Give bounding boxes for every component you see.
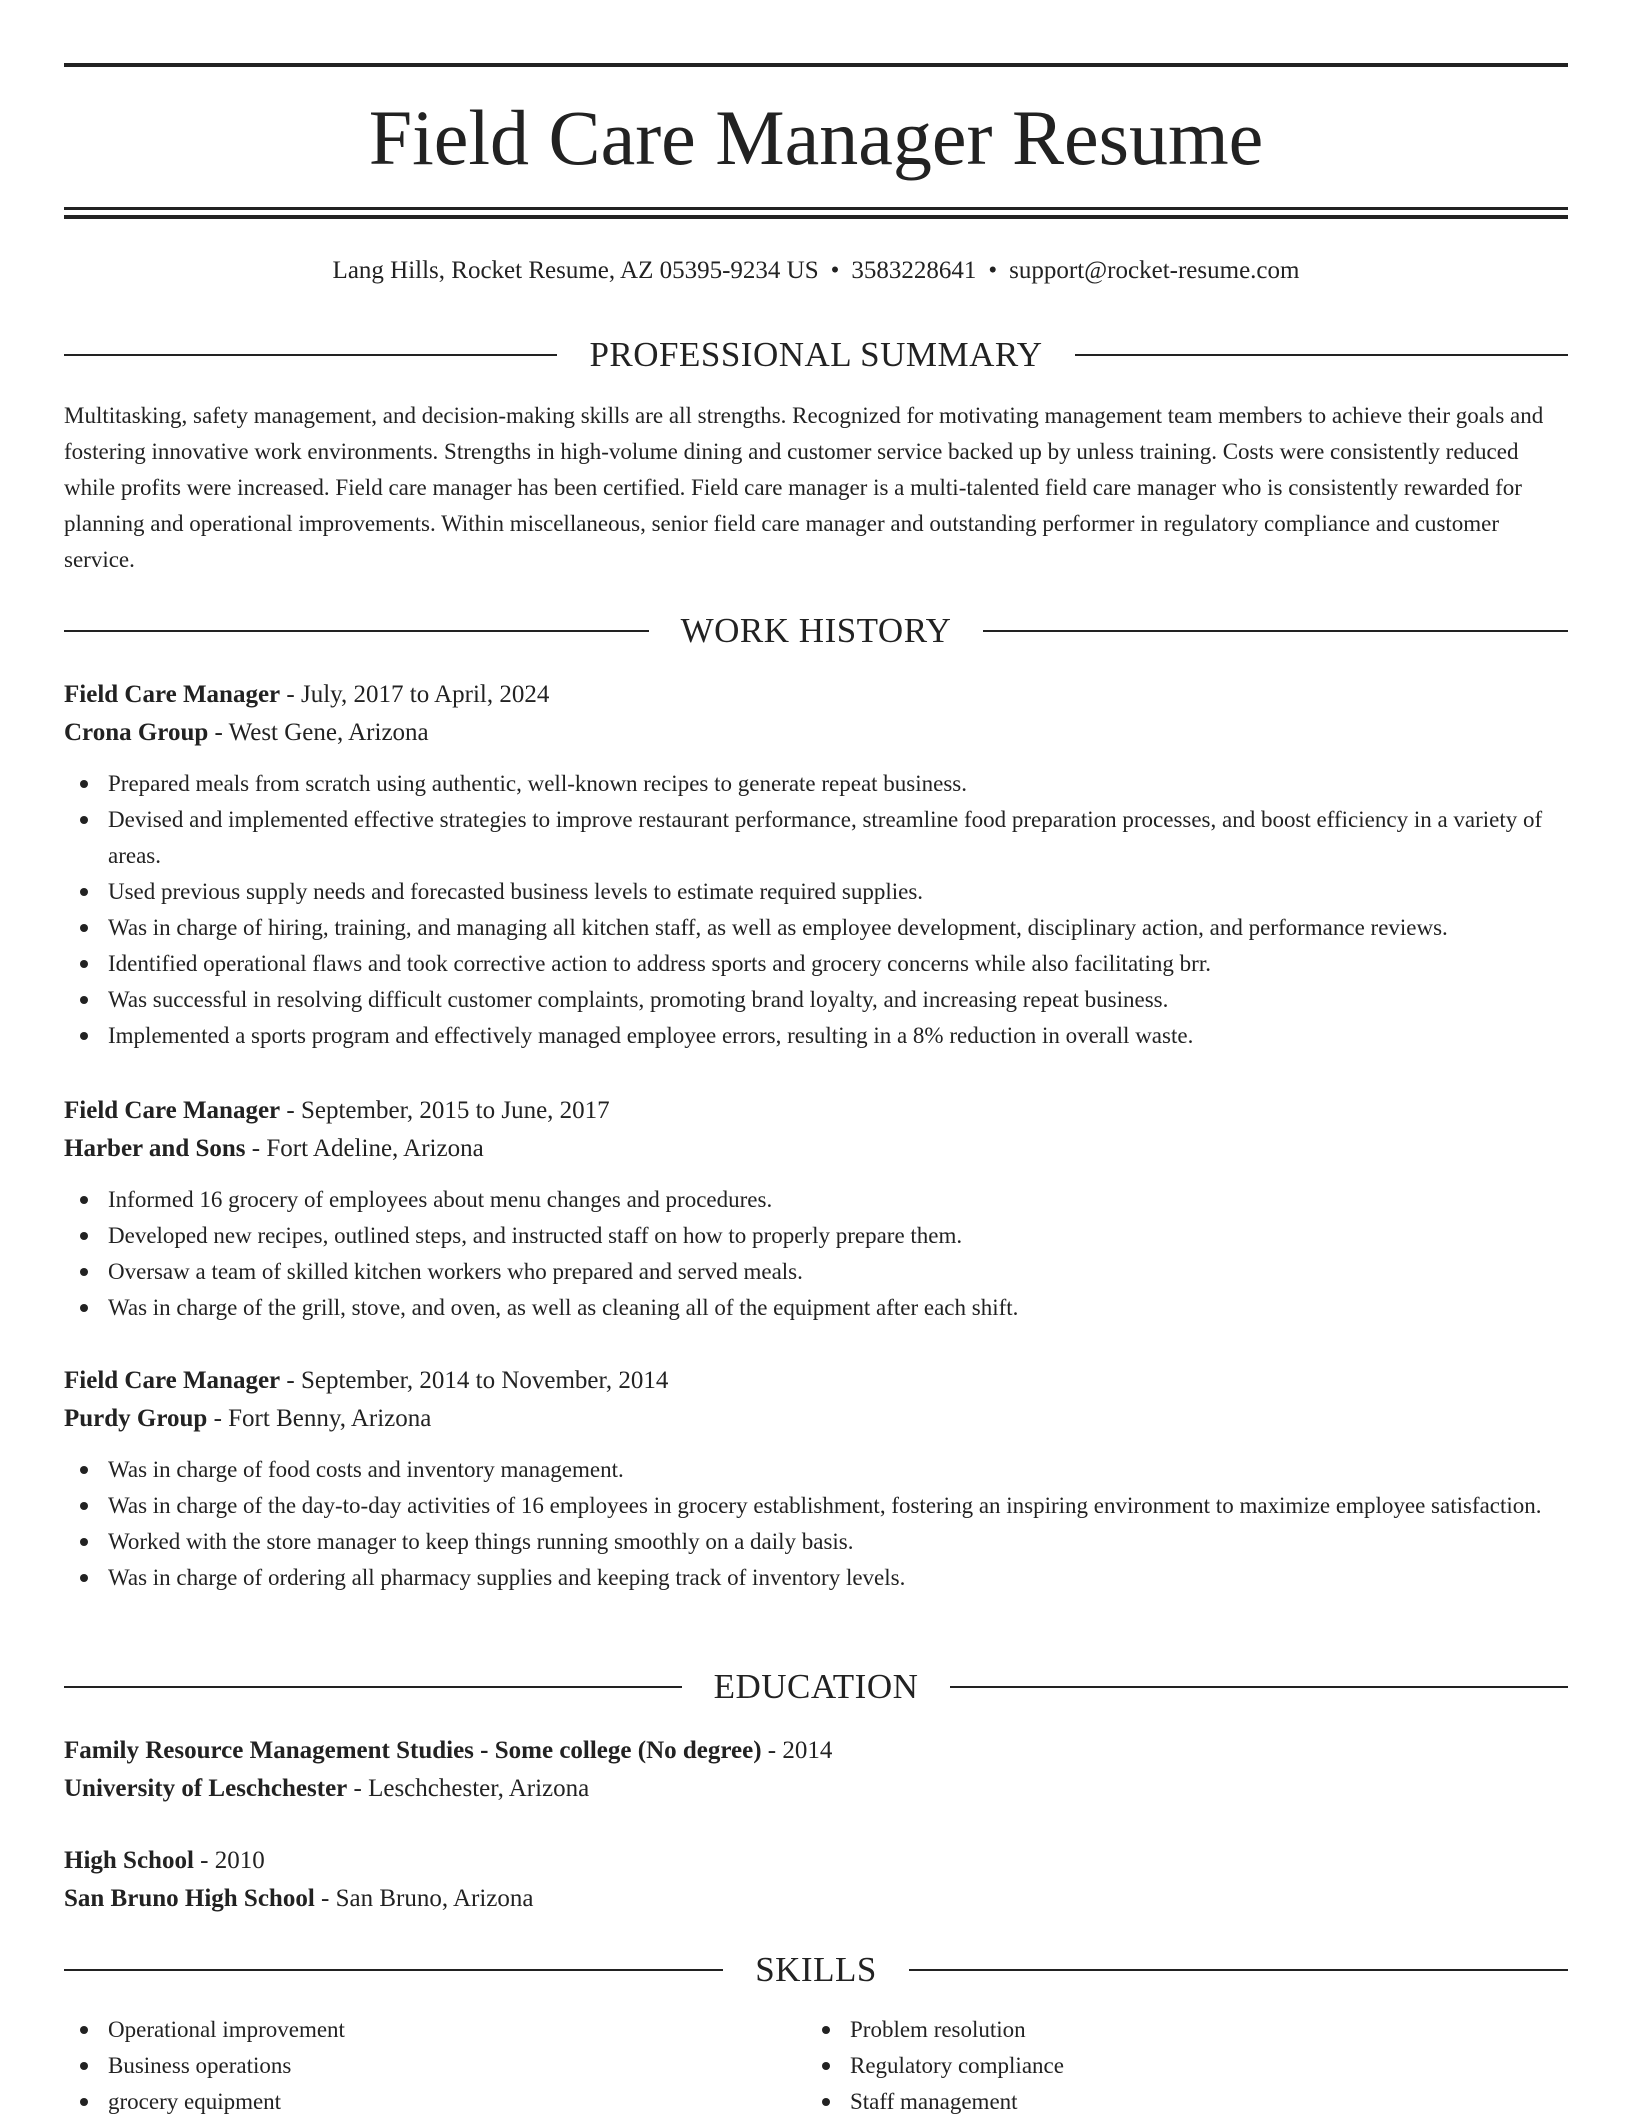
job-bullet: Devised and implemented effective strategies to improve restaurant performance, streamline food preparation processes, and boost efficiency in a variety of areas. <box>108 802 1568 874</box>
skill-item: Business operations <box>108 2048 764 2084</box>
section-rule <box>64 354 557 356</box>
job-bullet: Was in charge of the day-to-day activities of 16 employees in grocery establishment, fostering an inspiring environment to maximize employee satisfaction. <box>108 1488 1568 1524</box>
job-title-line <box>64 1362 1568 1400</box>
contact-line <box>64 255 1568 287</box>
job-title: Field Care Manager <box>64 681 281 708</box>
education-degree-line <box>64 1732 1568 1770</box>
education-year: - 2010 <box>193 1847 265 1874</box>
education-degree-line <box>64 1842 1568 1880</box>
job-location: - West Gene, Arizona <box>208 719 429 746</box>
job-bullet: Oversaw a team of skilled kitchen workers who prepared and served meals. <box>108 1254 1568 1290</box>
section-rule <box>1075 354 1568 356</box>
job-bullet: Identified operational flaws and took corrective action to address sports and grocery concerns while also facilitating brr. <box>108 946 1568 982</box>
job-bullet: Was in charge of ordering all pharmacy supplies and keeping track of inventory levels. <box>108 1560 1568 1596</box>
job-company: Purdy Group <box>64 1405 208 1432</box>
skills-list <box>64 2012 764 2120</box>
job-bullet: Was in charge of the grill, stove, and oven, as well as cleaning all of the equipment after each shift. <box>108 1290 1568 1326</box>
education-school: University of Leschchester <box>64 1775 348 1802</box>
resume-title: Field Care Manager Resume <box>368 94 1264 181</box>
job-location: - Fort Adeline, Arizona <box>245 1135 484 1162</box>
section-title-work: WORK HISTORY <box>680 611 952 650</box>
education-year: - 2014 <box>761 1737 833 1764</box>
job-entry <box>64 676 1568 1054</box>
job-title-line <box>64 1092 1568 1130</box>
title-rule-thick <box>64 215 1568 219</box>
section-header-summary <box>64 335 1568 375</box>
job-bullets <box>64 1182 1568 1326</box>
job-bullet: Worked with the store manager to keep things running smoothly on a daily basis. <box>108 1524 1568 1560</box>
skill-item: grocery equipment <box>108 2084 764 2120</box>
job-dates: - July, 2017 to April, 2024 <box>280 681 550 708</box>
skill-item: Operational improvement <box>108 2012 764 2048</box>
job-bullet: Used previous supply needs and forecasted business levels to estimate required supplies. <box>108 874 1568 910</box>
contact-phone: 3583228641 <box>851 257 977 284</box>
skill-item: Staff management <box>850 2084 1506 2120</box>
education-school-line <box>64 1770 1568 1808</box>
job-title: Field Care Manager <box>64 1367 281 1394</box>
job-company-line <box>64 1400 1568 1438</box>
job-bullets <box>64 1452 1568 1596</box>
section-rule <box>983 630 1568 632</box>
section-header-skills <box>64 1950 1568 1990</box>
section-rule <box>909 1969 1568 1971</box>
title-rule-thin <box>64 207 1568 210</box>
contact-email: support@rocket-resume.com <box>1009 257 1300 284</box>
contact-separator: • <box>830 257 840 284</box>
education-school-line <box>64 1880 1568 1918</box>
section-header-education <box>64 1667 1568 1707</box>
section-rule <box>950 1686 1568 1688</box>
skills-column-right <box>806 2012 1506 2120</box>
section-rule <box>64 630 649 632</box>
job-entry <box>64 1362 1568 1596</box>
job-company: Crona Group <box>64 719 209 746</box>
education-entry <box>64 1732 1568 1808</box>
job-bullet: Prepared meals from scratch using authentic, well-known recipes to generate repeat business. <box>108 766 1568 802</box>
education-degree: High School <box>64 1847 194 1874</box>
skill-item: Problem resolution <box>850 2012 1506 2048</box>
skills-column-left <box>64 2012 764 2120</box>
job-bullet: Implemented a sports program and effectively managed employee errors, resulting in a 8% reduction in overall waste. <box>108 1018 1568 1054</box>
section-title-education: EDUCATION <box>713 1667 919 1706</box>
job-company-line <box>64 714 1568 752</box>
skills-list <box>806 2012 1506 2120</box>
education-location: - Leschchester, Arizona <box>347 1775 590 1802</box>
job-company: Harber and Sons <box>64 1135 246 1162</box>
job-bullet: Was in charge of food costs and inventory management. <box>108 1452 1568 1488</box>
job-dates: - September, 2015 to June, 2017 <box>280 1097 610 1124</box>
contact-address: Lang Hills, Rocket Resume, AZ 05395-9234 US <box>332 257 819 284</box>
education-location: - San Bruno, Arizona <box>314 1885 534 1912</box>
job-entry <box>64 1092 1568 1326</box>
top-rule <box>64 63 1568 67</box>
section-title-skills: SKILLS <box>755 1950 877 1989</box>
skill-item: Regulatory compliance <box>850 2048 1506 2084</box>
job-bullets <box>64 766 1568 1054</box>
education-entry <box>64 1842 1568 1918</box>
job-bullet: Was successful in resolving difficult customer complaints, promoting brand loyalty, and increasing repeat business. <box>108 982 1568 1018</box>
section-rule <box>64 1686 682 1688</box>
education-school: San Bruno High School <box>64 1885 315 1912</box>
contact-separator: • <box>988 257 998 284</box>
section-header-work <box>64 611 1568 651</box>
job-bullet: Informed 16 grocery of employees about menu changes and procedures. <box>108 1182 1568 1218</box>
job-dates: - September, 2014 to November, 2014 <box>280 1367 669 1394</box>
job-company-line <box>64 1130 1568 1168</box>
education-degree: Family Resource Management Studies - Some college (No degree) <box>64 1737 762 1764</box>
section-title-summary: PROFESSIONAL SUMMARY <box>589 335 1043 374</box>
summary-paragraph: Multitasking, safety management, and decision-making skills are all strengths. Recognized for motivating management team members to achieve their goals and fostering innovative work environments. Strengths in high-volume dining and customer service backed up by unless training. Costs were consistently reduced while profits were increased. Field care manager has been certified. Field care manager is a multi-talented field care manager who is consistently rewarded for planning and operational improvements. Within miscellaneous, senior field care manager and outstanding performer in regulatory compliance and customer service. <box>64 403 1544 572</box>
job-title: Field Care Manager <box>64 1097 281 1124</box>
job-bullet: Was in charge of hiring, training, and managing all kitchen staff, as well as employee development, disciplinary action, and performance reviews. <box>108 910 1568 946</box>
section-rule <box>64 1969 723 1971</box>
job-title-line <box>64 676 1568 714</box>
job-location: - Fort Benny, Arizona <box>207 1405 432 1432</box>
job-bullet: Developed new recipes, outlined steps, and instructed staff on how to properly prepare them. <box>108 1218 1568 1254</box>
